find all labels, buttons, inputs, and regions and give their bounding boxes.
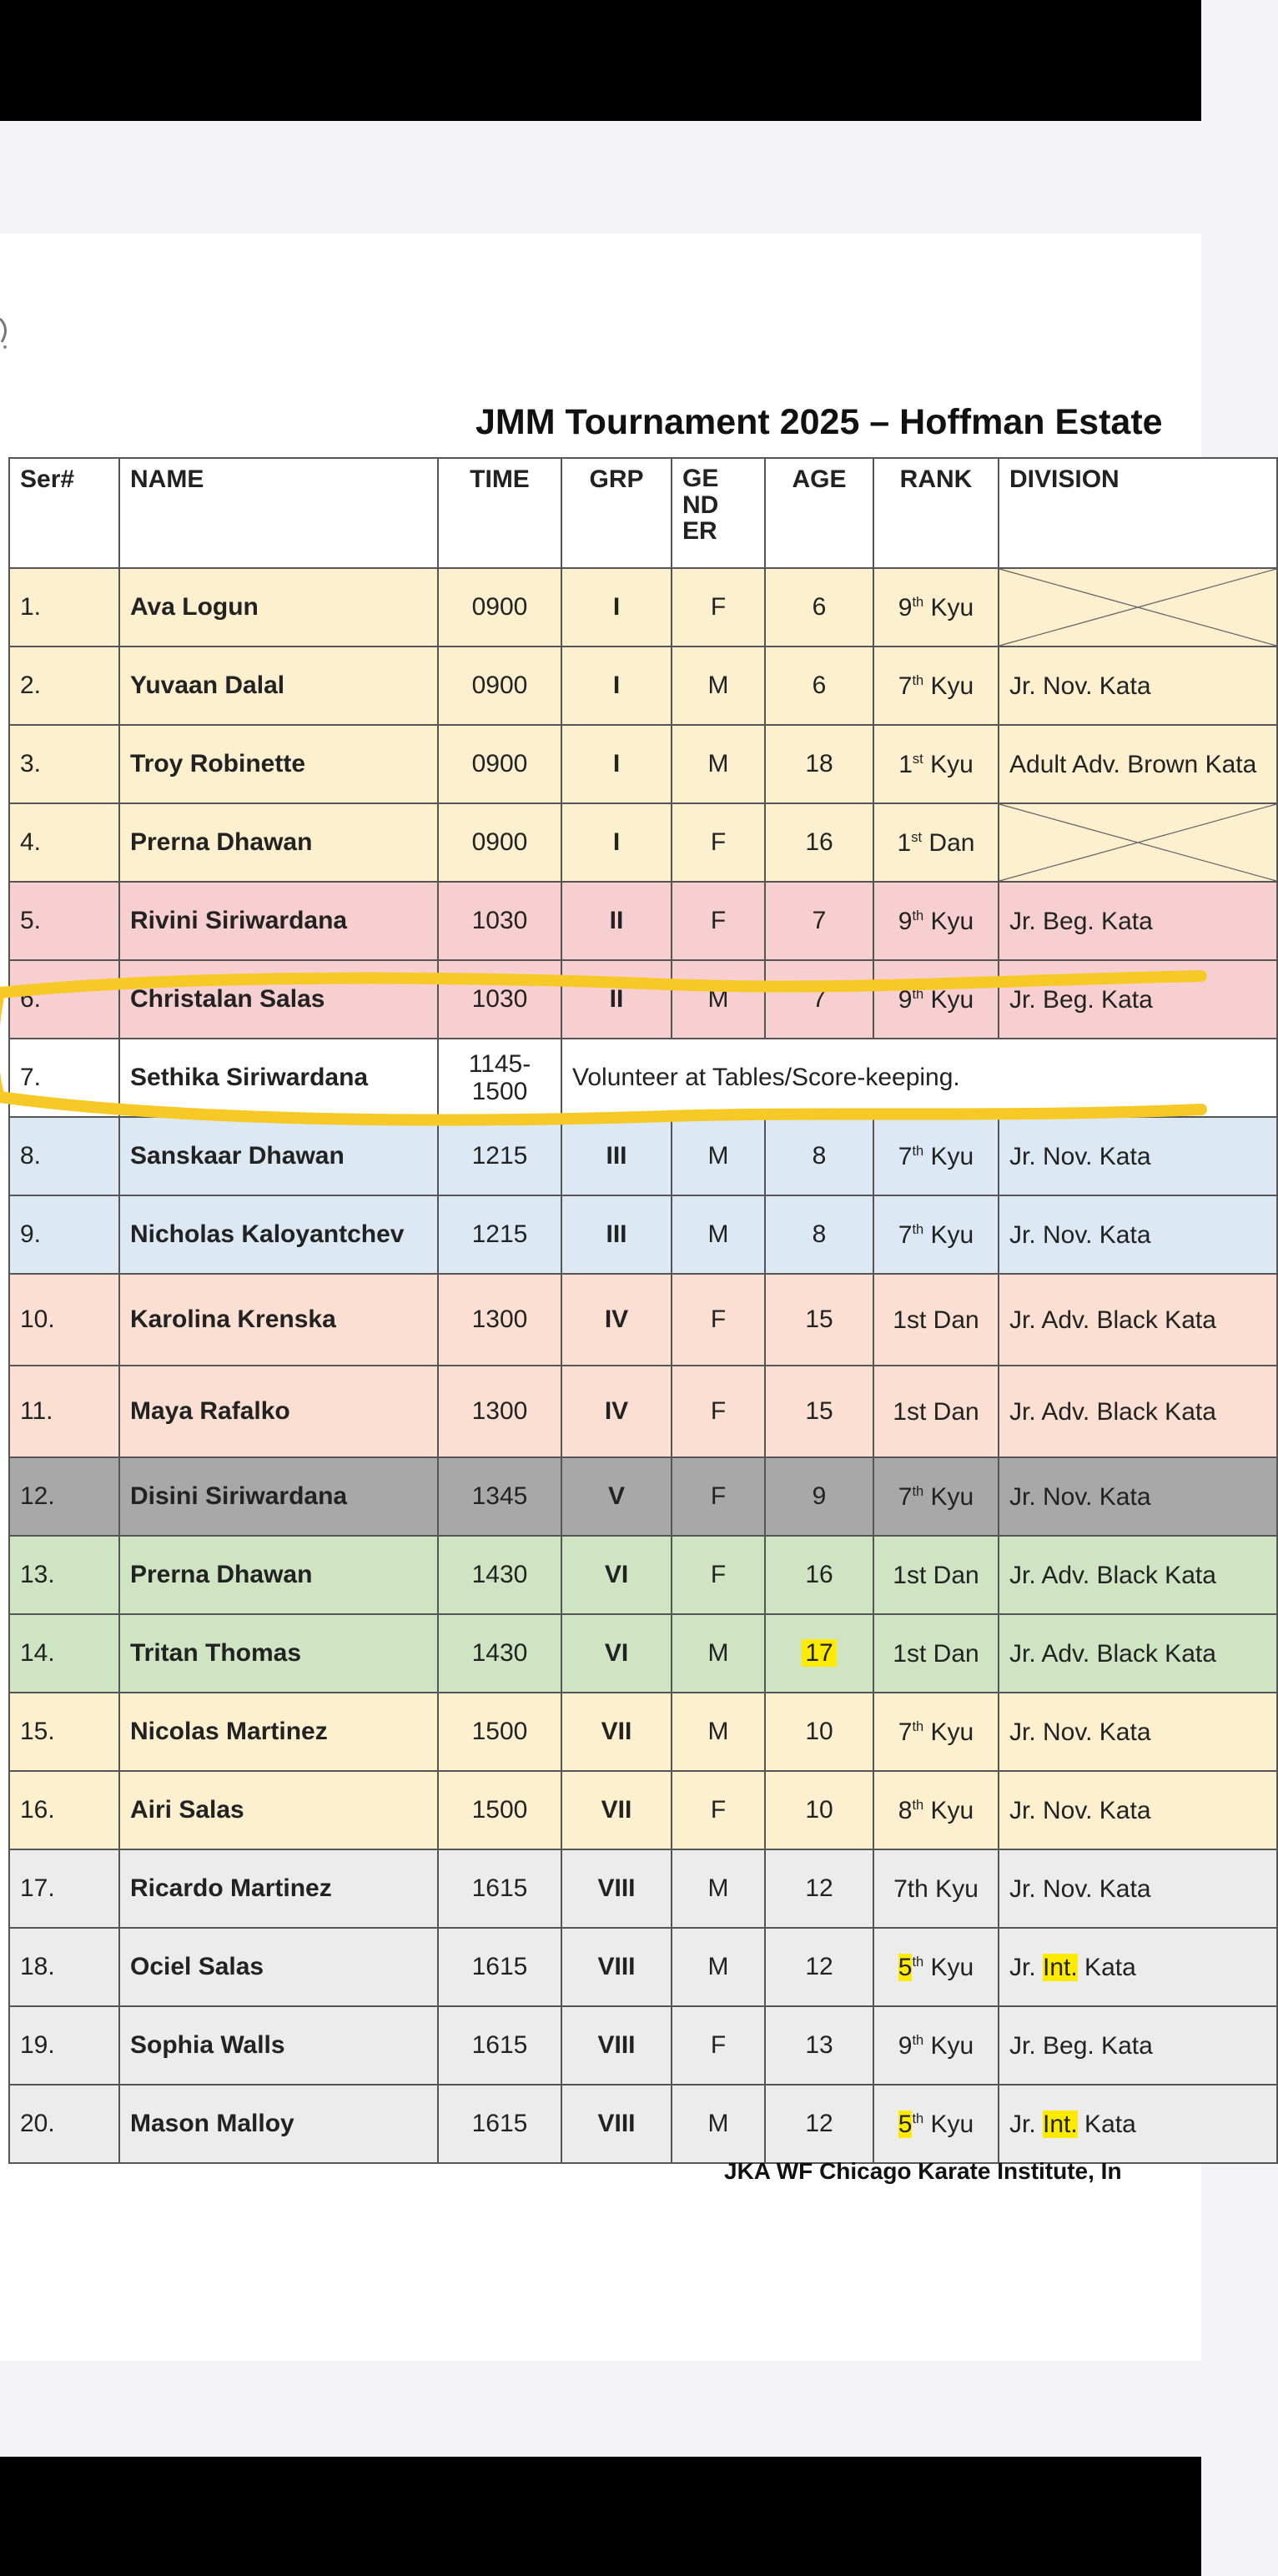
cell-division: Adult Adv. Brown Kata xyxy=(999,725,1277,803)
rank-suffix: th xyxy=(912,1221,924,1237)
cell-rank xyxy=(873,803,999,882)
top-black-bar xyxy=(0,0,1201,121)
rank-number: 7 xyxy=(898,1482,913,1511)
rank-unit: Kyu xyxy=(923,1953,974,1981)
cell-rank xyxy=(873,725,999,803)
cell-age xyxy=(765,960,873,1039)
cell-name: Christalan Salas xyxy=(119,960,438,1039)
rank-suffix: th xyxy=(912,2032,924,2048)
rank-number: 7 xyxy=(898,672,913,700)
rank-number: 1st xyxy=(893,1561,927,1589)
rank-unit: Dan xyxy=(926,1397,979,1426)
cell-division xyxy=(999,803,1277,882)
cell-time: 1430 xyxy=(438,1536,561,1614)
cell-name: Troy Robinette xyxy=(119,725,438,803)
cell-rank xyxy=(873,1536,999,1614)
table-row xyxy=(9,1693,1277,1771)
cell-grp: I xyxy=(561,803,672,882)
cell-volunteer-note: Volunteer at Tables/Score-keeping. xyxy=(561,1039,1277,1117)
rank-unit: Kyu xyxy=(923,672,974,700)
document-footer: JKA WF Chicago Karate Institute, In xyxy=(724,2158,1122,2184)
header-division: DIVISION xyxy=(999,458,1277,568)
cell-gender: M xyxy=(672,1614,765,1693)
cell-time: 0900 xyxy=(438,725,561,803)
cell-rank xyxy=(873,1849,999,1928)
cell-gender: M xyxy=(672,1117,765,1195)
tournament-table xyxy=(8,457,1278,2164)
table-row xyxy=(9,1457,1277,1536)
header-grp: GRP xyxy=(561,458,672,568)
cell-division: Jr. Nov. Kata xyxy=(999,1195,1277,1274)
cell-grp: V xyxy=(561,1457,672,1536)
table-row xyxy=(9,1039,1277,1117)
cell-division: Jr. Int. Kata xyxy=(999,2085,1277,2163)
rank-suffix: th xyxy=(912,672,924,688)
table-row xyxy=(9,960,1277,1039)
rank-number: 7 xyxy=(898,1220,913,1249)
cell-gender: M xyxy=(672,1849,765,1928)
cell-name: Mason Malloy xyxy=(119,2085,438,2163)
cell-time: 1145- 1500 xyxy=(438,1039,561,1117)
cell-age xyxy=(765,1457,873,1536)
cell-gender: F xyxy=(672,1536,765,1614)
header-row xyxy=(9,458,1277,568)
rank-suffix: th xyxy=(912,1718,924,1734)
cell-division: Jr. Beg. Kata xyxy=(999,960,1277,1039)
rank-suffix: th xyxy=(912,2111,924,2126)
rank-unit: Dan xyxy=(926,1561,979,1589)
cell-grp: VIII xyxy=(561,1928,672,2006)
age-value: 8 xyxy=(812,1142,827,1170)
cell-division: Jr. Adv. Black Kata xyxy=(999,1614,1277,1693)
cell-age xyxy=(765,1366,873,1457)
cell-grp: IV xyxy=(561,1366,672,1457)
rank-number: 1st xyxy=(893,1639,927,1668)
logo-fragment xyxy=(0,317,12,350)
cell-name: Tritan Thomas xyxy=(119,1614,438,1693)
rank-number: 1st xyxy=(893,1306,927,1334)
rank-unit: Kyu xyxy=(923,1142,974,1170)
cell-gender: M xyxy=(672,1693,765,1771)
cell-division: Jr. Nov. Kata xyxy=(999,1771,1277,1849)
cell-age xyxy=(765,803,873,882)
cell-age xyxy=(765,2006,873,2085)
cell-division: Jr. Beg. Kata xyxy=(999,882,1277,960)
cell-ser: 19. xyxy=(9,2006,119,2085)
age-value: 16 xyxy=(805,1561,833,1588)
cell-ser: 16. xyxy=(9,1771,119,1849)
cell-division: Jr. Adv. Black Kata xyxy=(999,1274,1277,1366)
cell-time: 1500 xyxy=(438,1771,561,1849)
header-time: TIME xyxy=(438,458,561,568)
rank-suffix: th xyxy=(912,1797,924,1813)
cell-rank xyxy=(873,1614,999,1693)
division-highlight: Int. xyxy=(1043,1953,1078,1981)
cell-gender: M xyxy=(672,725,765,803)
age-value: 6 xyxy=(812,593,827,621)
rank-unit: Kyu xyxy=(923,1482,974,1511)
table-row xyxy=(9,1366,1277,1457)
cell-name: Prerna Dhawan xyxy=(119,803,438,882)
cell-division: Jr. Adv. Black Kata xyxy=(999,1366,1277,1457)
cell-gender: M xyxy=(672,1928,765,2006)
cell-time: 1215 xyxy=(438,1117,561,1195)
rank-unit: Dan xyxy=(926,1639,979,1668)
cell-ser: 17. xyxy=(9,1849,119,1928)
table-row xyxy=(9,647,1277,725)
cell-ser: 12. xyxy=(9,1457,119,1536)
cell-rank xyxy=(873,568,999,647)
cell-grp: VIII xyxy=(561,2085,672,2163)
rank-number: 1 xyxy=(897,828,912,857)
rank-number: 9 xyxy=(898,2031,913,2060)
cell-ser: 5. xyxy=(9,882,119,960)
table-row xyxy=(9,1771,1277,1849)
cell-name: Sophia Walls xyxy=(119,2006,438,2085)
rank-unit: Dan xyxy=(922,828,975,857)
rank-number: 7 xyxy=(898,1142,913,1170)
cell-name: Nicolas Martinez xyxy=(119,1693,438,1771)
age-value: 12 xyxy=(805,1874,833,1902)
cell-time: 1615 xyxy=(438,2085,561,2163)
cell-time: 1300 xyxy=(438,1366,561,1457)
cell-division: Jr. Beg. Kata xyxy=(999,2006,1277,2085)
rank-number: 5 xyxy=(898,2110,913,2138)
rank-suffix: st xyxy=(912,751,923,767)
cell-division: Jr. Nov. Kata xyxy=(999,1693,1277,1771)
cell-time: 0900 xyxy=(438,568,561,647)
table-row xyxy=(9,882,1277,960)
age-value: 15 xyxy=(805,1397,833,1425)
cell-gender: F xyxy=(672,882,765,960)
rank-unit: Kyu xyxy=(923,593,974,621)
table-row xyxy=(9,1928,1277,2006)
cell-grp: VI xyxy=(561,1614,672,1693)
cell-age xyxy=(765,882,873,960)
header-gender: GE ND ER xyxy=(672,458,765,568)
age-value: 7 xyxy=(812,985,827,1013)
age-value: 12 xyxy=(805,1953,833,1980)
cell-age xyxy=(765,647,873,725)
cell-ser: 9. xyxy=(9,1195,119,1274)
cell-time: 0900 xyxy=(438,803,561,882)
cell-division: Jr. Nov. Kata xyxy=(999,1117,1277,1195)
cell-gender: F xyxy=(672,568,765,647)
division-highlight: Int. xyxy=(1043,2110,1078,2138)
cell-name: Prerna Dhawan xyxy=(119,1536,438,1614)
cell-gender: M xyxy=(672,2085,765,2163)
cell-age xyxy=(765,1614,873,1693)
rank-unit: Kyu xyxy=(923,1718,974,1746)
cell-grp: IV xyxy=(561,1274,672,1366)
header-name: NAME xyxy=(119,458,438,568)
cell-ser: 10. xyxy=(9,1274,119,1366)
cell-time: 1615 xyxy=(438,1849,561,1928)
rank-number: 1st xyxy=(893,1397,927,1426)
cell-grp: I xyxy=(561,725,672,803)
cell-gender: F xyxy=(672,1771,765,1849)
cell-age xyxy=(765,1195,873,1274)
cell-gender: F xyxy=(672,1366,765,1457)
document-title: JMM Tournament 2025 – Hoffman Estate xyxy=(475,402,1163,442)
cell-name: Disini Siriwardana xyxy=(119,1457,438,1536)
age-value: 7 xyxy=(812,907,827,934)
cell-division: Jr. Nov. Kata xyxy=(999,1849,1277,1928)
rank-unit: Kyu xyxy=(923,985,974,1014)
cell-division: Jr. Nov. Kata xyxy=(999,647,1277,725)
cell-age xyxy=(765,2085,873,2163)
cell-age xyxy=(765,1849,873,1928)
table-row xyxy=(9,1117,1277,1195)
rank-suffix: th xyxy=(912,1954,924,1970)
cell-name: Sethika Siriwardana xyxy=(119,1039,438,1117)
cell-division xyxy=(999,568,1277,647)
cell-time: 1500 xyxy=(438,1693,561,1771)
age-value: 10 xyxy=(805,1796,833,1824)
rank-number: 7th xyxy=(893,1874,928,1903)
cell-grp: VIII xyxy=(561,2006,672,2085)
rank-suffix: st xyxy=(911,829,923,845)
rank-unit: Kyu xyxy=(923,2031,974,2060)
cell-ser: 8. xyxy=(9,1117,119,1195)
header-ser: Ser# xyxy=(9,458,119,568)
table-row xyxy=(9,803,1277,882)
cell-division: Jr. Adv. Black Kata xyxy=(999,1536,1277,1614)
rank-number: 7 xyxy=(898,1718,913,1746)
cell-ser: 2. xyxy=(9,647,119,725)
cell-rank xyxy=(873,960,999,1039)
cell-ser: 1. xyxy=(9,568,119,647)
rank-suffix: th xyxy=(912,986,924,1002)
cell-rank xyxy=(873,647,999,725)
rank-number: 8 xyxy=(898,1796,913,1824)
cell-rank xyxy=(873,882,999,960)
cell-ser: 7. xyxy=(9,1039,119,1117)
rank-number: 9 xyxy=(898,985,913,1014)
cross-out-icon xyxy=(999,804,1276,881)
cell-gender: M xyxy=(672,647,765,725)
table-row xyxy=(9,1614,1277,1693)
cell-age xyxy=(765,1117,873,1195)
cell-rank xyxy=(873,1771,999,1849)
table-row xyxy=(9,568,1277,647)
cell-time: 0900 xyxy=(438,647,561,725)
cell-time: 1430 xyxy=(438,1614,561,1693)
table-row xyxy=(9,2006,1277,2085)
cell-name: Karolina Krenska xyxy=(119,1274,438,1366)
cell-ser: 6. xyxy=(9,960,119,1039)
cell-grp: VI xyxy=(561,1536,672,1614)
rank-number: 9 xyxy=(898,907,913,935)
cell-age xyxy=(765,568,873,647)
cell-rank xyxy=(873,1274,999,1366)
header-age: AGE xyxy=(765,458,873,568)
cell-rank xyxy=(873,1117,999,1195)
cross-out-icon xyxy=(999,569,1276,646)
cell-age xyxy=(765,725,873,803)
cell-ser: 11. xyxy=(9,1366,119,1457)
cell-time: 1215 xyxy=(438,1195,561,1274)
table-row xyxy=(9,1536,1277,1614)
cell-name: Rivini Siriwardana xyxy=(119,882,438,960)
rank-number: 1 xyxy=(898,750,913,778)
cell-ser: 15. xyxy=(9,1693,119,1771)
age-value: 17 xyxy=(802,1639,836,1667)
rank-suffix: th xyxy=(912,1143,924,1159)
cell-grp: II xyxy=(561,882,672,960)
cell-name: Nicholas Kaloyantchev xyxy=(119,1195,438,1274)
cell-time: 1030 xyxy=(438,960,561,1039)
age-value: 9 xyxy=(812,1482,827,1510)
cell-division: Jr. Int. Kata xyxy=(999,1928,1277,2006)
cell-rank xyxy=(873,1457,999,1536)
rank-suffix: th xyxy=(912,908,924,923)
table-row xyxy=(9,2085,1277,2163)
table-row xyxy=(9,725,1277,803)
cell-time: 1615 xyxy=(438,2006,561,2085)
cell-ser: 20. xyxy=(9,2085,119,2163)
bottom-black-bar xyxy=(0,2457,1201,2576)
cell-grp: III xyxy=(561,1117,672,1195)
table-row xyxy=(9,1195,1277,1274)
cell-name: Sanskaar Dhawan xyxy=(119,1117,438,1195)
cell-rank xyxy=(873,1195,999,1274)
cell-ser: 13. xyxy=(9,1536,119,1614)
cell-gender: F xyxy=(672,1274,765,1366)
cell-rank xyxy=(873,2006,999,2085)
cell-gender: F xyxy=(672,1457,765,1536)
cell-gender: F xyxy=(672,2006,765,2085)
cell-rank xyxy=(873,1366,999,1457)
rank-unit: Kyu xyxy=(923,1796,974,1824)
cell-gender: F xyxy=(672,803,765,882)
rank-unit: Dan xyxy=(926,1306,979,1334)
cell-grp: II xyxy=(561,960,672,1039)
cell-age xyxy=(765,1693,873,1771)
cell-time: 1345 xyxy=(438,1457,561,1536)
age-value: 15 xyxy=(805,1306,833,1333)
rank-number: 9 xyxy=(898,593,913,621)
cell-gender: M xyxy=(672,1195,765,1274)
cell-name: Maya Rafalko xyxy=(119,1366,438,1457)
rank-unit: Kyu xyxy=(923,2110,974,2138)
rank-number: 5 xyxy=(898,1953,913,1981)
rank-unit: Kyu xyxy=(923,750,974,778)
table-row xyxy=(9,1849,1277,1928)
cell-grp: III xyxy=(561,1195,672,1274)
header-rank: RANK xyxy=(873,458,999,568)
cell-rank xyxy=(873,2085,999,2163)
age-value: 10 xyxy=(805,1718,833,1745)
cell-name: Ociel Salas xyxy=(119,1928,438,2006)
cell-age xyxy=(765,1536,873,1614)
cell-time: 1030 xyxy=(438,882,561,960)
age-value: 16 xyxy=(805,828,833,856)
rank-suffix: th xyxy=(912,1483,924,1499)
age-value: 8 xyxy=(812,1220,827,1248)
cell-age xyxy=(765,1274,873,1366)
cell-ser: 18. xyxy=(9,1928,119,2006)
age-value: 13 xyxy=(805,2031,833,2059)
cell-grp: VII xyxy=(561,1693,672,1771)
cell-rank xyxy=(873,1693,999,1771)
age-value: 6 xyxy=(812,672,827,699)
cell-age xyxy=(765,1771,873,1849)
cell-ser: 14. xyxy=(9,1614,119,1693)
cell-age xyxy=(765,1928,873,2006)
cell-gender: M xyxy=(672,960,765,1039)
cell-division: Jr. Nov. Kata xyxy=(999,1457,1277,1536)
table-row xyxy=(9,1274,1277,1366)
rank-suffix: th xyxy=(912,594,924,610)
cell-name: Airi Salas xyxy=(119,1771,438,1849)
rank-unit: Kyu xyxy=(928,1874,979,1903)
cell-name: Ava Logun xyxy=(119,568,438,647)
cell-grp: VII xyxy=(561,1771,672,1849)
age-value: 12 xyxy=(805,2110,833,2137)
cell-name: Ricardo Martinez xyxy=(119,1849,438,1928)
cell-time: 1300 xyxy=(438,1274,561,1366)
cell-grp: I xyxy=(561,568,672,647)
cell-grp: I xyxy=(561,647,672,725)
cell-rank xyxy=(873,1928,999,2006)
cell-ser: 4. xyxy=(9,803,119,882)
cell-grp: VIII xyxy=(561,1849,672,1928)
age-value: 18 xyxy=(805,750,833,777)
cell-time: 1615 xyxy=(438,1928,561,2006)
cell-name: Yuvaan Dalal xyxy=(119,647,438,725)
rank-unit: Kyu xyxy=(923,1220,974,1249)
rank-unit: Kyu xyxy=(923,907,974,935)
cell-ser: 3. xyxy=(9,725,119,803)
